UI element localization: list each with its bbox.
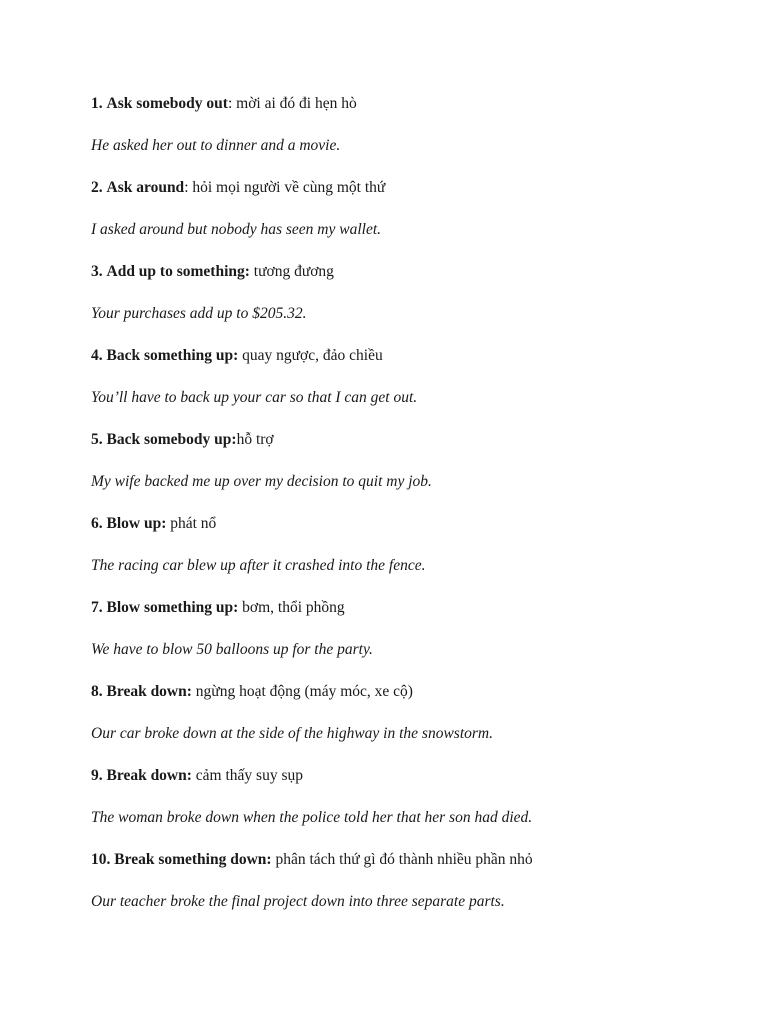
entry-example: My wife backed me up over my decision to quit my job. xyxy=(91,473,432,490)
entry-number: 4. xyxy=(91,347,103,364)
entry-example: Our teacher broke the final project down into three separate parts. xyxy=(91,893,505,910)
entry-number: 5. xyxy=(91,431,103,448)
entry-term: Break down: xyxy=(106,683,192,700)
entry-heading xyxy=(91,765,731,787)
entry-heading xyxy=(91,849,731,871)
entry-heading xyxy=(91,597,731,619)
entry-meaning: mời ai đó đi hẹn hò xyxy=(236,95,357,112)
entry-example: Your purchases add up to $205.32. xyxy=(91,305,307,322)
entry-term: Blow something up: xyxy=(106,599,239,616)
entry-heading xyxy=(91,513,731,535)
entry-term: Break down: xyxy=(106,767,192,784)
entry-heading xyxy=(91,345,731,367)
entry-meaning: bơm, thổi phồng xyxy=(242,599,345,616)
entry-meaning: ương đương xyxy=(258,263,334,280)
phrasal-verb-entry-7 xyxy=(91,597,731,661)
entry-term: Ask around xyxy=(106,179,185,196)
phrasal-verb-entry-2 xyxy=(91,177,731,241)
phrasal-verb-entry-5 xyxy=(91,429,731,493)
entry-heading xyxy=(91,429,731,451)
entry-meaning: cảm thấy suy sụp xyxy=(195,767,303,784)
entry-heading xyxy=(91,93,731,115)
entry-example: Our car broke down at the side of the highway in the snowstorm. xyxy=(91,725,493,742)
entry-number: 2. xyxy=(91,179,103,196)
entry-term: Ask somebody out xyxy=(106,95,228,112)
entry-meaning: hỏi mọi người về cùng một thứ xyxy=(192,179,386,196)
entry-heading xyxy=(91,261,731,283)
entry-number: 8. xyxy=(91,683,103,700)
entry-example: I asked around but nobody has seen my wallet. xyxy=(91,221,382,238)
phrasal-verb-entry-10 xyxy=(91,849,731,913)
entry-separator: : xyxy=(184,179,193,196)
entry-term: Break something down: xyxy=(114,851,272,868)
entry-term: Back somebody up: xyxy=(106,431,237,448)
entry-number: 3. xyxy=(91,263,103,280)
entry-number: 7. xyxy=(91,599,103,616)
entry-example: He asked her out to dinner and a movie. xyxy=(91,137,341,154)
entry-number: 10. xyxy=(91,851,111,868)
entry-example: The woman broke down when the police told her that her son had died. xyxy=(91,809,533,826)
phrasal-verb-entry-6 xyxy=(91,513,731,577)
entry-meaning: phân tách thứ gì đó thành nhiều phần nhỏ xyxy=(275,851,533,868)
entry-term: Back something up: xyxy=(106,347,239,364)
document-page xyxy=(91,93,731,933)
entry-term: Add up to something: xyxy=(106,263,250,280)
entry-example: You’ll have to back up your car so that I can get out. xyxy=(91,389,418,406)
entry-example: We have to blow 50 balloons up for the party. xyxy=(91,641,373,658)
entry-number: 9. xyxy=(91,767,103,784)
entry-meaning: hỗ trợ xyxy=(236,431,274,448)
entry-example: The racing car blew up after it crashed into the fence. xyxy=(91,557,426,574)
entry-separator: : xyxy=(227,95,237,112)
entry-meaning: phát nổ xyxy=(170,515,217,532)
entry-meaning: ngừng hoạt động (máy móc, xe cộ) xyxy=(195,683,413,700)
phrasal-verb-entry-3 xyxy=(91,261,731,325)
entry-term: Blow up: xyxy=(106,515,167,532)
phrasal-verb-entry-8 xyxy=(91,681,731,745)
entry-number: 1. xyxy=(91,95,103,112)
phrasal-verb-entry-4 xyxy=(91,345,731,409)
entry-separator: t xyxy=(249,263,259,280)
entry-heading xyxy=(91,177,731,199)
entry-meaning: quay ngược, đảo chiều xyxy=(242,347,383,364)
phrasal-verb-entry-9 xyxy=(91,765,731,829)
phrasal-verb-entry-1 xyxy=(91,93,731,157)
entry-heading xyxy=(91,681,731,703)
entry-number: 6. xyxy=(91,515,103,532)
